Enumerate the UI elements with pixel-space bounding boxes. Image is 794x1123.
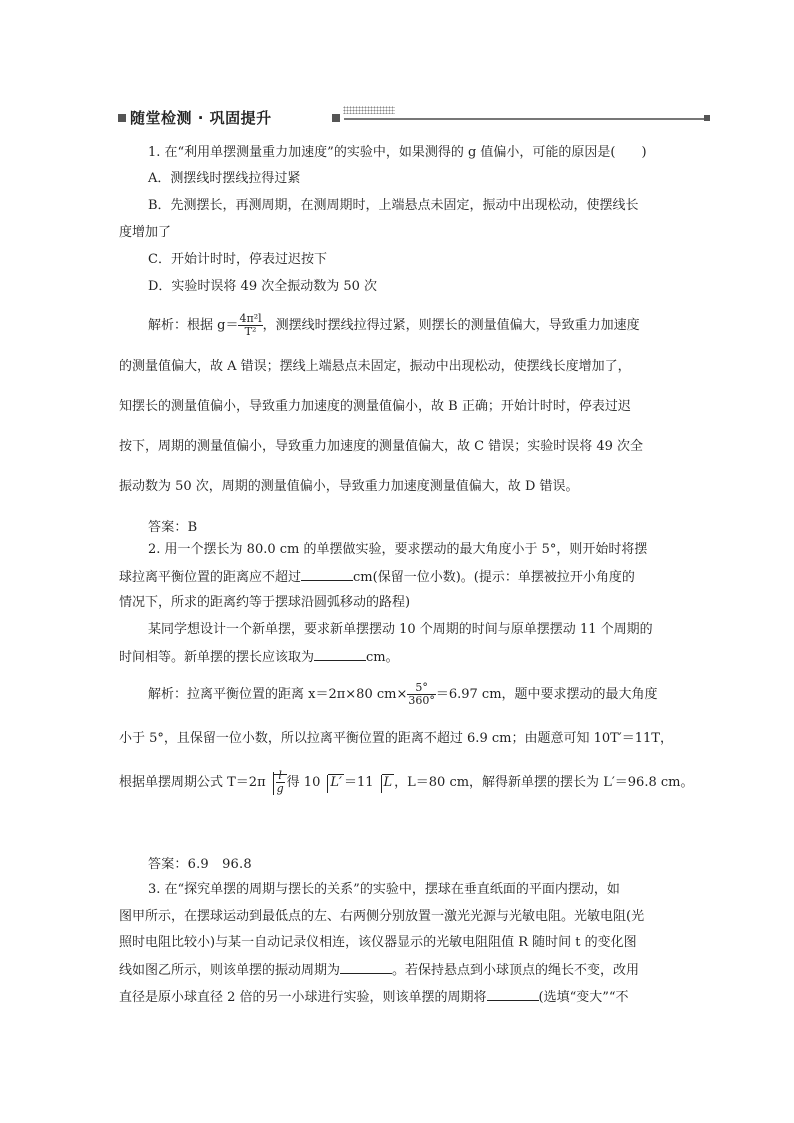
section-title: 随堂检测 · 巩固提升 (130, 109, 272, 127)
q2-explanation-line1 (148, 682, 658, 707)
q3-line5-text-a: 直径是原小球直径 2 倍的另一小球进行实验，则该单摆的周期将 (119, 990, 487, 1005)
q1-exp-line1-rest: ，测摆线时摆线拉得过紧，则摆长的测量值偏大，导致重力加速度 (262, 318, 640, 333)
q1-option-b-line1: B．先测摆长，再测周期，在测周期时，上端悬点未固定，振动中出现松动，使摆线长 (148, 198, 639, 213)
q2-blank-distance[interactable] (301, 567, 353, 581)
q1-explanation-line3: 知摆长的测量值偏小，导致重力加速度的测量值偏小，故 B 正确；开始计时时，停表过迟 (119, 399, 631, 414)
q2-explanation-line3 (119, 770, 693, 795)
q1-exp-label: 解析：根据 g＝ (148, 318, 239, 333)
q2-line1: 2. 用一个摆长为 80.0 cm 的单摆做实验，要求摆动的最大角度小于 5°，则开始时将摆 (148, 542, 648, 557)
q2-exp3-sqrt-denominator: g (276, 782, 284, 795)
q2-exp1-text-b: ＝6.97 cm，题中要求摆动的最大角度 (435, 687, 658, 702)
q2-exp3-text-d: ，L＝80 cm，解得新单摆的摆长为 L′＝96.8 cm。 (394, 775, 694, 790)
q2-line2-text-b: cm(保留一位小数)。(提示：单摆被拉开小角度的 (353, 570, 635, 585)
q2-line4: 某同学想设计一个新单摆，要求新单摆摆动 10 个周期的时间与原单摆摆动 11 个周期的 (148, 622, 653, 637)
q3-line3: 照时电阻比较小)与某一自动记录仪相连，该仪器显示的光敏电阻阻值 R 随时间 t 的变化图 (119, 935, 637, 950)
q2-exp1-fraction (407, 682, 436, 707)
q2-line3: 情况下，所求的距离约等于摆球沿圆弧移动的路程) (119, 595, 411, 610)
q2-line2-text-a: 球拉离平衡位置的距离应不超过 (119, 570, 302, 585)
q2-exp3-sqrt-numerator: l (278, 769, 282, 782)
q2-line5 (119, 647, 399, 668)
header-square-icon (118, 114, 126, 122)
q2-answer: 答案：6.9 96.8 (148, 857, 252, 872)
q3-line4-text-a: 线如图乙所示，则该单摆的振动周期为 (119, 963, 341, 978)
q1-option-b-line2: 度增加了 (119, 225, 172, 240)
q2-exp3-sqrt1 (320, 773, 344, 793)
q1-explanation-line4: 按下，周期的测量值偏小，导致重力加速度的测量值偏大，故 C 错误；实验时误将 49 次全 (119, 439, 644, 454)
q2-line5-text-b: cm。 (366, 650, 399, 665)
q2-exp3-sqrt-fraction (266, 770, 287, 795)
q2-exp1-numerator: 5° (415, 681, 428, 694)
q2-exp3-text-b: 得 10 (286, 775, 321, 790)
header-dot-pattern (343, 106, 395, 114)
q1-exp-denominator: T² (238, 325, 262, 338)
q3-blank-change[interactable] (487, 987, 539, 1001)
q1-answer: 答案：B (148, 520, 198, 535)
q1-explanation-line1 (148, 313, 640, 338)
q1-option-d: D．实验时误将 49 次全振动数为 50 次 (148, 279, 378, 294)
q3-line4 (119, 960, 639, 981)
q2-blank-length[interactable] (314, 647, 366, 661)
q2-exp3-text-a: 根据单摆周期公式 T＝2π (119, 775, 266, 790)
q2-explanation-line2: 小于 5°，且保留一位小数，所以拉离平衡位置的距离不超过 6.9 cm；由题意可知 10T′＝11T， (119, 731, 673, 746)
q2-line5-text-a: 时间相等。新单摆的摆长应该取为 (119, 650, 315, 665)
q2-line2 (119, 567, 635, 588)
q3-line2: 图甲所示，在摆球运动到最低点的左、右两侧分别放置一激光光源与光敏电阻。光敏电阻(光 (119, 909, 645, 924)
section-header (118, 106, 710, 128)
q2-exp3-sqrt2 (374, 773, 395, 793)
header-square-icon (332, 114, 340, 122)
q1-stem: 1. 在“利用单摆测量重力加速度”的实验中，如果测得的 g 值偏小，可能的原因是( ) (148, 145, 647, 160)
q3-line5-text-b: (选填“变大”“不 (538, 990, 629, 1005)
q2-exp3-radicand1: L′ (330, 775, 342, 790)
q2-exp1-text-a: 解析：拉离平衡位置的距离 x＝2π×80 cm× (148, 687, 408, 702)
q2-exp1-denominator: 360° (408, 694, 435, 707)
q3-line4-text-b: 。若保持悬点到小球顶点的绳长不变，改用 (392, 963, 640, 978)
q1-explanation-line5: 振动数为 50 次，周期的测量值偏小，导致重力加速度测量值偏大，故 D 错误。 (119, 479, 579, 494)
q2-exp3-text-c: ＝11 (343, 775, 374, 790)
q1-exp-fraction (238, 313, 262, 338)
q1-explanation-line2: 的测量值偏大，故 A 错误；摆线上端悬点未固定，振动中出现松动，使摆线长度增加了， (119, 359, 631, 374)
q3-line5 (119, 987, 629, 1008)
q1-option-a: A．测摆线时摆线拉得过紧 (148, 171, 301, 186)
q3-line1: 3. 在“探究单摆的周期与摆长的关系”的实验中，摆球在垂直纸面的平面内摆动，如 (148, 882, 620, 897)
q3-blank-period[interactable] (340, 960, 392, 974)
q1-option-c: C．开始计时时，停表过迟按下 (148, 252, 327, 267)
header-end-square-icon (704, 115, 710, 121)
q1-exp-numerator: 4π²l (239, 312, 262, 325)
q2-exp3-radicand2: L (383, 775, 393, 790)
header-rule (344, 118, 704, 120)
